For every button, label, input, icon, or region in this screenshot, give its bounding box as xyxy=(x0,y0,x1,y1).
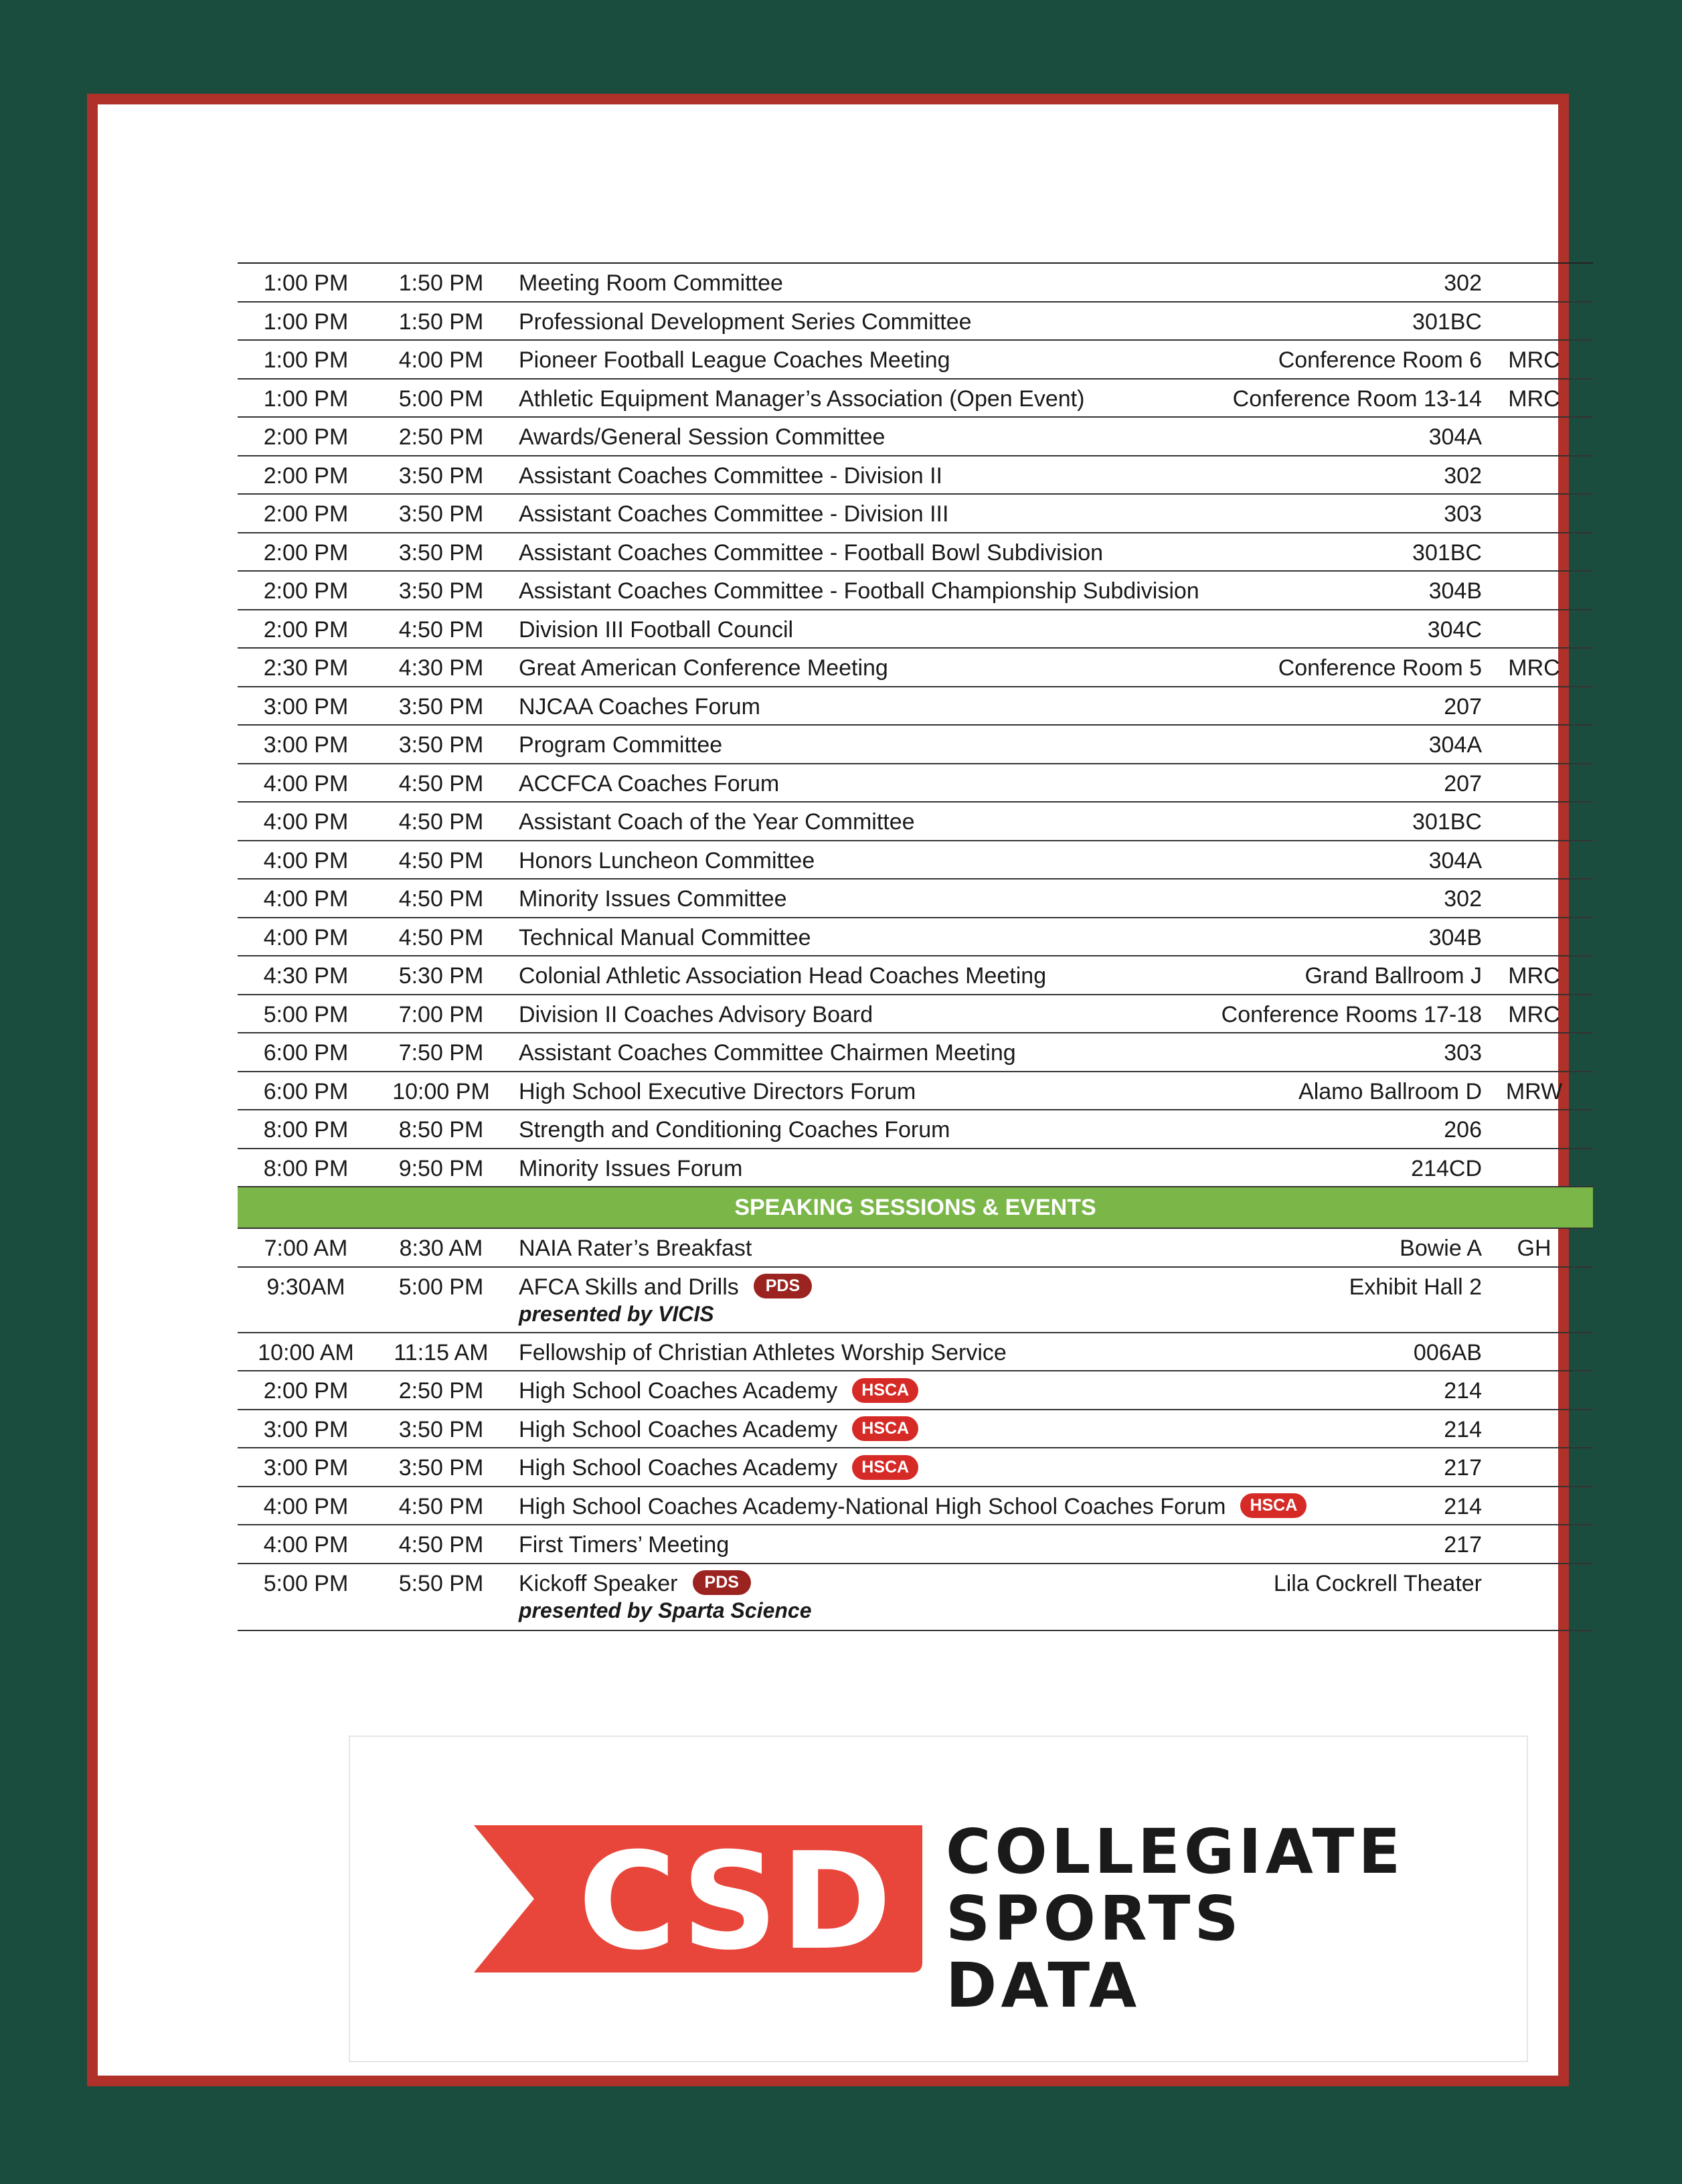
start-time: 2:30 PM xyxy=(263,655,349,681)
event-title: High School Coaches Academy-National High School Coaches Forum xyxy=(519,1493,1226,1519)
event-room: 214CD xyxy=(1411,1155,1482,1181)
end-time: 1:50 PM xyxy=(398,270,484,296)
start-time: 3:00 PM xyxy=(263,693,349,720)
table-row xyxy=(238,649,1593,687)
start-time: 4:00 PM xyxy=(263,1532,349,1558)
end-time: 1:50 PM xyxy=(398,309,484,335)
table-row xyxy=(238,1564,1593,1631)
start-time: 2:00 PM xyxy=(263,539,349,566)
hsca-badge: HSCA xyxy=(1240,1493,1307,1518)
table-row xyxy=(238,495,1593,533)
end-time: 4:50 PM xyxy=(398,1532,484,1558)
event-title: Awards/General Session Committee xyxy=(519,424,886,450)
table-row xyxy=(238,879,1593,918)
end-time: 3:50 PM xyxy=(398,1416,484,1442)
event-room: 303 xyxy=(1444,1040,1482,1066)
section-heading: SPEAKING SESSIONS & EVENTS xyxy=(238,1187,1593,1229)
event-building: MRC xyxy=(1508,1001,1560,1027)
event-room: 214 xyxy=(1444,1378,1482,1404)
end-time: 4:50 PM xyxy=(398,809,484,835)
end-time: 3:50 PM xyxy=(398,1455,484,1481)
end-time: 5:00 PM xyxy=(398,1274,484,1300)
start-time: 1:00 PM xyxy=(263,270,349,296)
table-row xyxy=(238,1487,1593,1526)
event-room: 304A xyxy=(1428,424,1482,450)
csd-logo-icon xyxy=(474,1825,922,1972)
start-time: 5:00 PM xyxy=(263,1570,349,1596)
table-row xyxy=(238,995,1593,1034)
event-room: Grand Ballroom J xyxy=(1305,963,1482,989)
table-row xyxy=(238,918,1593,957)
event-room: 303 xyxy=(1444,501,1482,527)
table-row xyxy=(238,1333,1593,1372)
end-time: 7:50 PM xyxy=(398,1040,484,1066)
event-room: 214 xyxy=(1444,1493,1482,1519)
end-time: 8:50 PM xyxy=(398,1117,484,1143)
event-title: NAIA Rater’s Breakfast xyxy=(519,1236,752,1261)
start-time: 7:00 AM xyxy=(264,1236,348,1261)
event-title: Meeting Room Committee xyxy=(519,270,783,296)
event-title-cell xyxy=(519,1532,729,1558)
event-sponsor-line: presented by VICIS xyxy=(519,1302,714,1327)
end-time: 8:30 AM xyxy=(399,1236,483,1261)
event-title: Assistant Coaches Committee - Football Bowl Subdivision xyxy=(519,539,1104,566)
event-room: 006AB xyxy=(1413,1339,1482,1365)
end-time: 3:50 PM xyxy=(398,501,484,527)
event-title-cell xyxy=(519,1571,812,1624)
table-row xyxy=(238,1525,1593,1564)
table-row xyxy=(238,418,1593,456)
event-title: Colonial Athletic Association Head Coaches Meeting xyxy=(519,963,1047,989)
logo-wordmark xyxy=(946,1816,1405,2021)
start-time: 5:00 PM xyxy=(263,1001,349,1027)
start-time: 1:00 PM xyxy=(263,309,349,335)
end-time: 4:50 PM xyxy=(398,616,484,643)
event-title: High School Coaches Academy xyxy=(519,1378,838,1404)
table-row xyxy=(238,533,1593,572)
end-time: 3:50 PM xyxy=(398,539,484,566)
event-title: Professional Development Series Committee xyxy=(519,309,972,335)
event-room: Alamo Ballroom D xyxy=(1298,1078,1482,1104)
event-room: Conference Room 5 xyxy=(1278,655,1482,681)
table-row xyxy=(238,841,1593,880)
end-time: 3:50 PM xyxy=(398,732,484,758)
end-time: 4:50 PM xyxy=(398,1493,484,1519)
table-row xyxy=(238,1149,1593,1188)
event-title-cell xyxy=(519,1340,1007,1366)
start-time: 4:00 PM xyxy=(263,886,349,912)
start-time: 2:00 PM xyxy=(263,616,349,643)
event-title: First Timers’ Meeting xyxy=(519,1532,730,1558)
event-building: MRC xyxy=(1508,347,1560,373)
table-row xyxy=(238,610,1593,649)
event-title: NJCAA Coaches Forum xyxy=(519,693,760,720)
event-title-cell xyxy=(519,1455,918,1482)
start-time: 8:00 PM xyxy=(263,1155,349,1181)
event-title: Fellowship of Christian Athletes Worship Service xyxy=(519,1339,1007,1365)
event-title: Assistant Coaches Committee - Football Championship Subdivision xyxy=(519,578,1199,604)
table-row xyxy=(238,1110,1593,1149)
end-time: 2:50 PM xyxy=(398,1378,484,1404)
start-time: 3:00 PM xyxy=(263,1416,349,1442)
end-time: 10:00 PM xyxy=(392,1078,490,1104)
start-time: 2:00 PM xyxy=(263,501,349,527)
event-room: 206 xyxy=(1444,1117,1482,1143)
table-row xyxy=(238,803,1593,841)
event-title: High School Coaches Academy xyxy=(519,1416,838,1442)
start-time: 2:00 PM xyxy=(263,1378,349,1404)
end-time: 3:50 PM xyxy=(398,578,484,604)
end-time: 4:00 PM xyxy=(398,347,484,373)
event-room: 304B xyxy=(1428,578,1482,604)
end-time: 5:30 PM xyxy=(398,963,484,989)
event-title-cell xyxy=(519,1274,812,1327)
end-time: 5:00 PM xyxy=(398,386,484,412)
event-building: GH xyxy=(1517,1236,1551,1261)
event-room: 207 xyxy=(1444,693,1482,720)
hsca-badge: HSCA xyxy=(852,1378,918,1403)
table-row xyxy=(238,303,1593,341)
start-time: 4:00 PM xyxy=(263,847,349,873)
end-time: 9:50 PM xyxy=(398,1155,484,1181)
event-room: Lila Cockrell Theater xyxy=(1273,1570,1482,1596)
event-room: 302 xyxy=(1444,886,1482,912)
table-row xyxy=(238,1410,1593,1449)
table-row xyxy=(238,1268,1593,1333)
event-title: AFCA Skills and Drills xyxy=(519,1274,739,1300)
event-title: Minority Issues Committee xyxy=(519,886,787,912)
event-building: MRW xyxy=(1505,1078,1563,1104)
table-row xyxy=(238,1448,1593,1487)
end-time: 5:50 PM xyxy=(398,1570,484,1596)
start-time: 1:00 PM xyxy=(263,386,349,412)
event-room: 302 xyxy=(1444,270,1482,296)
start-time: 2:00 PM xyxy=(263,424,349,450)
start-time: 6:00 PM xyxy=(263,1078,349,1104)
session-rows xyxy=(238,1229,1593,1631)
start-time: 4:00 PM xyxy=(263,924,349,950)
event-room: Conference Rooms 17-18 xyxy=(1221,1001,1482,1027)
meeting-rows xyxy=(238,264,1593,1187)
start-time: 2:00 PM xyxy=(263,463,349,489)
event-room: 301BC xyxy=(1412,809,1482,835)
start-time: 9:30AM xyxy=(266,1274,345,1300)
event-title: Assistant Coaches Committee - Division II xyxy=(519,463,942,489)
wordmark-line-2: SPORTS xyxy=(946,1883,1243,1954)
schedule-page xyxy=(87,94,1569,2086)
event-title: Athletic Equipment Manager’s Association (Open Event) xyxy=(519,386,1085,412)
event-room: Conference Room 6 xyxy=(1278,347,1482,373)
start-time: 4:00 PM xyxy=(263,1493,349,1519)
event-room: 304A xyxy=(1428,732,1482,758)
start-time: 4:30 PM xyxy=(263,963,349,989)
start-time: 4:00 PM xyxy=(263,809,349,835)
logo-letters: CSD xyxy=(578,1825,895,1972)
event-title: Assistant Coach of the Year Committee xyxy=(519,809,915,835)
event-title-cell xyxy=(519,1236,752,1262)
event-room: 304A xyxy=(1428,847,1482,873)
event-room: 214 xyxy=(1444,1416,1482,1442)
event-title: Strength and Conditioning Coaches Forum xyxy=(519,1117,950,1143)
event-room: Conference Room 13-14 xyxy=(1232,386,1482,412)
event-building: MRC xyxy=(1508,386,1560,412)
event-title-cell xyxy=(519,1417,918,1444)
event-title: Honors Luncheon Committee xyxy=(519,847,815,873)
event-room: 304B xyxy=(1428,924,1482,950)
event-building: MRC xyxy=(1508,963,1560,989)
end-time: 4:50 PM xyxy=(398,770,484,796)
table-row xyxy=(238,456,1593,495)
event-room: 301BC xyxy=(1412,539,1482,566)
end-time: 7:00 PM xyxy=(398,1001,484,1027)
event-title: Kickoff Speaker xyxy=(519,1570,678,1596)
event-title: Great American Conference Meeting xyxy=(519,655,888,681)
event-title: Program Committee xyxy=(519,732,723,758)
wordmark-line-3: DATA xyxy=(946,1950,1141,2021)
table-row xyxy=(238,1033,1593,1072)
event-title: High School Coaches Academy xyxy=(519,1455,838,1481)
start-time: 3:00 PM xyxy=(263,732,349,758)
end-time: 3:50 PM xyxy=(398,463,484,489)
event-room: 302 xyxy=(1444,463,1482,489)
end-time: 11:15 AM xyxy=(394,1339,489,1365)
pds-badge: PDS xyxy=(693,1570,751,1595)
event-title-cell xyxy=(519,1494,1307,1521)
start-time: 6:00 PM xyxy=(263,1040,349,1066)
event-title: High School Executive Directors Forum xyxy=(519,1078,916,1104)
start-time: 2:00 PM xyxy=(263,578,349,604)
table-row xyxy=(238,1072,1593,1111)
sponsor-logo-box xyxy=(349,1736,1528,2062)
table-row xyxy=(238,572,1593,610)
start-time: 1:00 PM xyxy=(263,347,349,373)
event-title: Division III Football Council xyxy=(519,616,794,643)
end-time: 3:50 PM xyxy=(398,693,484,720)
hsca-badge: HSCA xyxy=(852,1416,918,1441)
end-time: 2:50 PM xyxy=(398,424,484,450)
end-time: 4:50 PM xyxy=(398,886,484,912)
event-title: Minority Issues Forum xyxy=(519,1155,743,1181)
event-title-cell xyxy=(519,1378,918,1405)
start-time: 4:00 PM xyxy=(263,770,349,796)
wordmark-line-1: COLLEGIATE xyxy=(946,1816,1405,1887)
pds-badge: PDS xyxy=(754,1274,812,1298)
table-row xyxy=(238,1371,1593,1410)
table-row xyxy=(238,726,1593,764)
table-row xyxy=(238,1229,1593,1268)
event-room: 217 xyxy=(1444,1532,1482,1558)
start-time: 10:00 AM xyxy=(258,1339,354,1365)
table-row xyxy=(238,264,1593,303)
event-title: Assistant Coaches Committee - Division III xyxy=(519,501,949,527)
hsca-badge: HSCA xyxy=(852,1455,918,1480)
event-room: 217 xyxy=(1444,1455,1482,1481)
event-title: Technical Manual Committee xyxy=(519,924,811,950)
event-room: Exhibit Hall 2 xyxy=(1349,1274,1482,1300)
end-time: 4:50 PM xyxy=(398,847,484,873)
table-row xyxy=(238,687,1593,726)
start-time: 8:00 PM xyxy=(263,1117,349,1143)
table-row xyxy=(238,956,1593,995)
event-title: ACCFCA Coaches Forum xyxy=(519,770,780,796)
event-room: 207 xyxy=(1444,770,1482,796)
event-room: Bowie A xyxy=(1400,1236,1482,1261)
event-title: Assistant Coaches Committee Chairmen Meeting xyxy=(519,1040,1016,1066)
event-building: MRC xyxy=(1508,655,1560,681)
event-title: Division II Coaches Advisory Board xyxy=(519,1001,873,1027)
event-room: 301BC xyxy=(1412,309,1482,335)
event-room: 304C xyxy=(1427,616,1482,643)
table-row xyxy=(238,764,1593,803)
table-row xyxy=(238,341,1593,380)
event-title: Pioneer Football League Coaches Meeting xyxy=(519,347,950,373)
schedule-table xyxy=(238,262,1593,1631)
end-time: 4:30 PM xyxy=(398,655,484,681)
start-time: 3:00 PM xyxy=(263,1455,349,1481)
end-time: 4:50 PM xyxy=(398,924,484,950)
event-sponsor-line: presented by Sparta Science xyxy=(519,1598,812,1623)
table-row xyxy=(238,380,1593,418)
